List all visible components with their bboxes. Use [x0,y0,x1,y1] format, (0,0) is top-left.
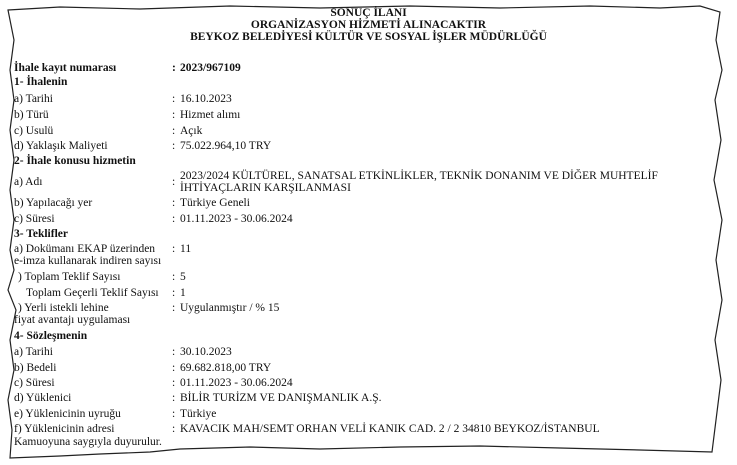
separator: : [172,392,176,404]
announcement-subject: ORGANİZASYON HİZMETİ ALINACAKTIR [250,19,487,31]
separator: : [172,243,176,255]
row-label: d) Yüklenici [14,392,72,404]
row-label-line1: ) Yerli istekli lehine [18,302,109,314]
row-value: Hizmet alımı [180,109,241,121]
row-label: ) Toplam Teklif Sayısı [18,271,121,283]
separator: : [172,302,176,314]
row-label-line2: e-imza kullanarak indiren sayısı [14,255,162,267]
row-label: b) Yapılacağı yer [14,197,93,209]
row-label-line1: a) Dokümanı EKAP üzerinden [14,243,156,255]
row-value: 16.10.2023 [180,93,232,105]
separator: : [172,197,176,209]
row-value: 5 [180,271,186,283]
row-label: d) Yaklaşık Maliyeti [14,140,108,152]
separator: : [172,213,176,225]
separator: : [172,408,176,420]
local-bidder-advantage-row [14,302,724,328]
row-label: c) Süresi [14,377,55,389]
row-label: a) Tarihi [14,93,53,105]
row-label-line2: fiyat avantajı uygulaması [14,314,131,326]
separator: : [172,140,176,152]
row-value: 69.682.818,00 TRY [180,362,272,374]
ekap-downloads-row [14,243,724,269]
row-label: b) Bedeli [14,362,57,374]
separator: : [172,346,176,358]
separator: : [172,362,176,374]
row-label: a) Adı [14,176,43,188]
issuing-authority: BEYKOZ BELEDİYESİ KÜLTÜR VE SOSYAL İŞLER MÜDÜRLÜĞÜ [190,31,547,43]
announcement-type: SONUÇ İLANI [330,7,407,19]
row-value: 01.11.2023 - 30.06.2024 [180,377,293,389]
row-value: KAVACIK MAH/SEMT ORHAN VELİ KANIK CAD. 2 / 2 34810 BEYKOZ/İSTANBUL [180,423,600,435]
separator: : [172,377,176,389]
row-label: Toplam Geçerli Teklif Sayısı [26,287,159,299]
announcement-sheet: SONUÇ İLANI ORGANİZASYON HİZMETİ ALINACAKTIR BEYKOZ BELEDİYESİ KÜLTÜR VE SOSYAL İŞLER MÜDÜRLÜĞÜ İhale kayıt numarası : 2023/967109 1- İhalenin a) Tarihi : 16.10.2023 b) Türü : Hizmet alımı c) Usulü : Açık d) Yaklaşık Maliyeti : 75.022.964,10 TRY 2- İhale konusu hizmetin a) Adı : 2023/2024 KÜLTÜREL, SANATSAL ETKİNLİKLER, TEKNİK DONANIM VE DİĞER MUHTELİF İHTİYAÇLARIN KARŞILANMASI b) Yapılacağı yer : Türkiye Geneli c) Süresi : 01.11.2023 - 30.06.2024 3- Teklifler a) Dokümanı EKAP üzerinden e-imza kullanarak indiren sayısı : 11 ) Toplam Teklif Sayısı : 5 Toplam Geçerli Teklif Sayısı : 1 ) Yerli istekli lehine fiyat avantajı uygulaması : Uygulanmıştır / % 15 4- Sözleşmenin a) Tarihi : 30.10.2023 b) Bedeli : 69.682.818,00 TRY c) Süresi : 01.11.2023 - 30.06.2024 d) Yüklenici : BİLİR TURİZM VE DANIŞMANLIK A.Ş. e) Yüklenicinin uyruğu : Türkiye f) Yüklenicinin adresi : KAVACIK MAH/SEMT ORHAN VELİ KANIK CAD. 2 / 2 34810 BEYKOZ/İSTANBUL Kamuoyuna saygıyla duyurulur. [0,0,737,465]
separator: : [172,125,176,137]
row-value: 30.10.2023 [180,346,232,358]
row-value: Uygulanmıştır / % 15 [180,302,280,314]
row-label: a) Tarihi [14,346,53,358]
row-value: 11 [180,243,192,255]
registration-label: İhale kayıt numarası [14,62,117,74]
row-label: b) Türü [14,109,49,121]
row-value: Türkiye [180,408,217,420]
separator: : [172,109,176,121]
row-value: Açık [180,125,203,137]
row-value: BİLİR TURİZM VE DANIŞMANLIK A.Ş. [180,392,382,404]
row-value: 01.11.2023 - 30.06.2024 [180,213,293,225]
closing-note: Kamuoyuna saygıyla duyurulur. [14,436,162,448]
row-label: c) Süresi [14,213,55,225]
separator: : [172,287,176,299]
row-label: e) Yüklenicinin uyruğu [14,408,121,420]
row-label: c) Usulü [14,125,54,137]
service-name-row [14,170,724,196]
separator: : [172,423,176,435]
registration-value: 2023/967109 [180,62,241,74]
service-name-value: 2023/2024 KÜLTÜREL, SANATSAL ETKİNLİKLER, TEKNİK DONANIM VE DİĞER MUHTELİF İHTİYAÇLARIN KARŞILANMASI [180,170,658,194]
row-value: Türkiye Geneli [180,197,250,209]
separator: : [172,93,176,105]
separator: : [172,271,176,283]
separator: : [172,62,176,74]
separator: : [172,176,176,188]
row-label: f) Yüklenicinin adresi [14,423,115,435]
row-value: 1 [180,287,186,299]
row-value: 75.022.964,10 TRY [180,140,272,152]
